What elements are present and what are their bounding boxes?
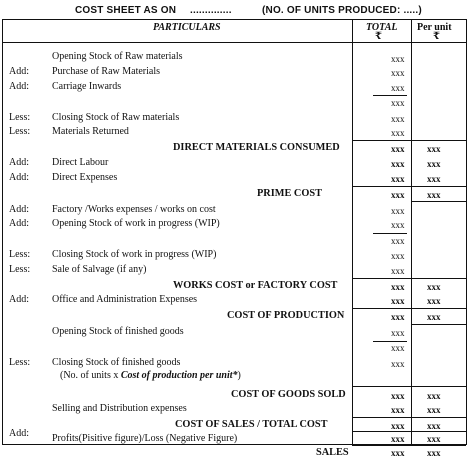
header-divider bbox=[3, 42, 466, 43]
header-particulars: PARTICULARS bbox=[153, 22, 221, 33]
row-per-unit: xxx bbox=[427, 391, 441, 401]
row-total: xxx bbox=[391, 98, 405, 108]
row-per-unit: xxx bbox=[427, 405, 441, 415]
col-divider-total bbox=[352, 20, 353, 444]
row-label: Profits(Pisitive figure)/Loss (Negative Figure) bbox=[52, 433, 238, 444]
row-label: Sale of Salvage (if any) bbox=[52, 264, 147, 275]
row-label: Direct Labour bbox=[52, 157, 109, 168]
row-rule bbox=[352, 386, 466, 387]
row-heading: COST OF SALES / TOTAL COST bbox=[175, 419, 328, 430]
row-total: xxx bbox=[391, 83, 405, 93]
row-prefix: Add: bbox=[9, 204, 29, 215]
row-rule bbox=[352, 417, 466, 418]
row-total: xxx bbox=[391, 391, 405, 401]
row-rule bbox=[352, 186, 466, 187]
row-total: xxx bbox=[391, 266, 405, 276]
title-dots: .............. bbox=[190, 5, 232, 16]
row-label: Opening Stock of Raw materials bbox=[52, 51, 183, 62]
row-prefix: Less: bbox=[9, 357, 31, 368]
row-total: xxx bbox=[391, 421, 405, 431]
row-total: xxx bbox=[391, 296, 405, 306]
row-prefix: Less: bbox=[9, 112, 31, 123]
title-right: (NO. OF UNITS PRODUCED: .....) bbox=[262, 5, 422, 16]
row-prefix: Less: bbox=[9, 126, 31, 137]
row-rule bbox=[352, 431, 466, 432]
row-label: Closing Stock of finished goods bbox=[52, 357, 181, 368]
col-divider-perunit bbox=[411, 20, 412, 444]
row-label: Purchase of Raw Materials bbox=[52, 66, 161, 77]
cost-sheet-table bbox=[2, 19, 467, 458]
row-per-unit: xxx bbox=[427, 159, 441, 169]
row-prefix: Less: bbox=[9, 249, 31, 260]
row-label: Opening Stock of work in progress (WIP) bbox=[52, 218, 220, 229]
row-heading: COST OF GOODS SOLD bbox=[231, 389, 346, 400]
row-prefix: Less: bbox=[9, 264, 31, 275]
sheet-title bbox=[0, 0, 474, 20]
row-label: Direct Expenses bbox=[52, 172, 118, 183]
row-total: xxx bbox=[391, 206, 405, 216]
row-label: Closing Stock of work in progress (WIP) bbox=[52, 249, 217, 260]
row-total: xxx bbox=[391, 68, 405, 78]
row-rule bbox=[352, 445, 466, 446]
row-per-unit: xxx bbox=[427, 312, 441, 322]
row-total: xxx bbox=[391, 144, 405, 154]
row-total: xxx bbox=[391, 190, 405, 200]
row-per-unit: xxx bbox=[427, 190, 441, 200]
row-per-unit: xxx bbox=[427, 296, 441, 306]
row-total: xxx bbox=[391, 282, 405, 292]
row-per-unit: xxx bbox=[427, 434, 441, 444]
row-prefix: Add: bbox=[9, 66, 29, 77]
row-total: xxx bbox=[391, 448, 405, 458]
row-total: xxx bbox=[391, 434, 405, 444]
row-per-unit: xxx bbox=[427, 144, 441, 154]
row-prefix: Add: bbox=[9, 157, 29, 168]
row-total: xxx bbox=[391, 236, 405, 246]
row-heading: WORKS COST or FACTORY COST bbox=[173, 280, 338, 291]
row-prefix: Add: bbox=[9, 172, 29, 183]
row-rule bbox=[411, 201, 466, 202]
header-total: TOTAL bbox=[366, 22, 398, 33]
row-total: xxx bbox=[391, 359, 405, 369]
row-total: xxx bbox=[391, 343, 405, 353]
subtotal-rule bbox=[373, 95, 407, 96]
row-total: xxx bbox=[391, 128, 405, 138]
row-total: xxx bbox=[391, 328, 405, 338]
row-label: Carriage Inwards bbox=[52, 81, 122, 92]
row-rule bbox=[352, 308, 466, 309]
row-per-unit: xxx bbox=[427, 282, 441, 292]
row-rule bbox=[352, 278, 466, 279]
header-per-unit-symbol: ₹ bbox=[433, 31, 440, 42]
row-per-unit: xxx bbox=[427, 448, 441, 458]
row-total: xxx bbox=[391, 251, 405, 261]
row-total: xxx bbox=[391, 405, 405, 415]
row-label: Factory /Works expenses / works on cost bbox=[52, 204, 216, 215]
row-rule bbox=[411, 324, 466, 325]
row-total: xxx bbox=[391, 312, 405, 322]
title-left: COST SHEET AS ON bbox=[75, 5, 177, 16]
row-prefix: Add: bbox=[9, 294, 29, 305]
row-label: Closing Stock of Raw materials bbox=[52, 112, 180, 123]
row-total: xxx bbox=[391, 159, 405, 169]
row-label: Office and Administration Expenses bbox=[52, 294, 198, 305]
row-label: Selling and Distribution expenses bbox=[52, 403, 187, 414]
row-prefix: Add: bbox=[9, 218, 29, 229]
row-total: xxx bbox=[391, 174, 405, 184]
row-note: (No. of units x Cost of production per unit*) bbox=[60, 370, 241, 381]
row-prefix: Add: bbox=[9, 81, 29, 92]
row-heading: PRIME COST bbox=[257, 188, 322, 199]
subtotal-rule bbox=[373, 233, 407, 234]
row-label: Materials Returned bbox=[52, 126, 129, 137]
row-heading: DIRECT MATERIALS CONSUMED bbox=[173, 142, 340, 153]
header-per-unit: Per unit bbox=[417, 22, 452, 33]
row-label: Opening Stock of finished goods bbox=[52, 326, 184, 337]
row-rule bbox=[352, 140, 466, 141]
row-per-unit: xxx bbox=[427, 421, 441, 431]
row-total: xxx bbox=[391, 54, 405, 64]
row-heading: COST OF PRODUCTION bbox=[227, 310, 345, 321]
row-total: xxx bbox=[391, 220, 405, 230]
row-heading: SALES bbox=[316, 447, 349, 458]
row-prefix: Add: bbox=[9, 428, 29, 439]
header-total-symbol: ₹ bbox=[375, 31, 382, 42]
row-total: xxx bbox=[391, 114, 405, 124]
subtotal-rule bbox=[373, 341, 407, 342]
row-per-unit: xxx bbox=[427, 174, 441, 184]
